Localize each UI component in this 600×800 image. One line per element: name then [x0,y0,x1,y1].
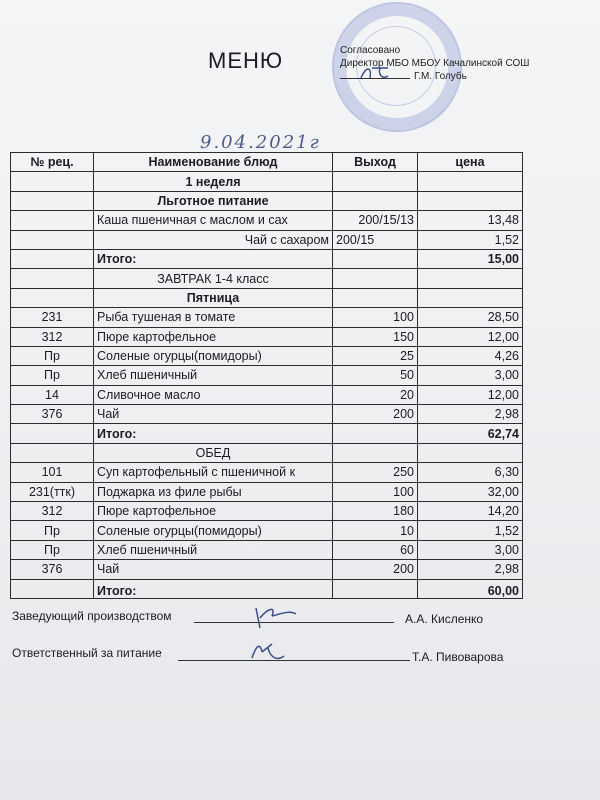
table-header-row [11,153,523,172]
dish-name: Суп картофельный с пшеничной к [94,463,333,482]
lgot-total: 15,00 [418,249,523,268]
dish-name: Соленые огурцы(помидоры) [94,346,333,365]
table-row [11,269,523,288]
production-signature [250,604,300,632]
responsible-label: Ответственный за питание [12,646,162,660]
header-output: Выход [333,153,418,172]
approval-signer: Г.М. Голубь [414,71,467,82]
responsible-name: Т.А. Пивоварова [412,650,504,664]
table-row: Пр Хлеб пшеничный 60 3,00 [11,540,523,559]
lunch-total: 60,00 [418,579,523,598]
menu-table [10,152,523,599]
section-lunch-title: ОБЕД [94,443,333,462]
dish-name: Хлеб пшеничный [94,540,333,559]
dish-name: Рыба тушеная в томате [94,308,333,327]
table-row [11,191,523,210]
header-price: цена [418,153,523,172]
dish-name: Пюре картофельное [94,502,333,521]
total-label: Итого: [94,579,333,598]
page-title: МЕНЮ [208,48,284,73]
dish-name: Соленые огурцы(помидоры) [94,521,333,540]
production-manager-label: Заведующий производством [12,609,172,623]
approval-position: Директор МБО МБОУ Качалинской СОШ [340,58,530,69]
table-row: 312 Пюре картофельное 180 14,20 [11,502,523,521]
table-row: 101 Суп картофельный с пшеничной к 250 6,30 [11,463,523,482]
table-row: 376 Чай 200 2,98 [11,560,523,579]
table-row [11,288,523,307]
table-row: 312 Пюре картофельное 150 12,00 [11,327,523,346]
week-label: 1 неделя [94,172,333,191]
header-dish-name: Наименование блюд [94,153,333,172]
dish-name: Чай с сахаром [94,230,333,249]
table-row: Пр Соленые огурцы(помидоры) 25 4,26 [11,346,523,365]
production-manager-name: А.А. Кисленко [405,612,484,626]
total-label: Итого: [94,424,333,443]
section-lgot-title: Льготное питание [94,191,333,210]
approval-signature [358,62,398,84]
table-row [11,249,523,268]
header-recipe-no: № рец. [11,153,94,172]
dish-name: Хлеб пшеничный [94,366,333,385]
total-label: Итого: [94,249,333,268]
dish-name: Поджарка из филе рыбы [94,482,333,501]
approval-label: Согласовано [340,45,401,56]
table-row [11,579,523,598]
table-row [11,424,523,443]
section-breakfast-title: ЗАВТРАК 1-4 класс [94,269,333,288]
table-row: 231 Рыба тушеная в томате 100 28,50 [11,308,523,327]
menu-date: 9.04.2021г [200,132,321,153]
dish-name: Чай [94,405,333,424]
table-row: 376 Чай 200 2,98 [11,405,523,424]
day-label: Пятница [94,288,333,307]
table-row [11,172,523,191]
table-row [11,443,523,462]
dish-name: Чай [94,560,333,579]
dish-name: Пюре картофельное [94,327,333,346]
table-row: 231(ттк) Поджарка из филе рыбы 100 32,00 [11,482,523,501]
table-row: 14 Сливочное масло 20 12,00 [11,385,523,404]
breakfast-total: 62,74 [418,424,523,443]
table-row: Каша пшеничная с маслом и сах 200/15/13 13,48 [11,211,523,230]
dish-name: Сливочное масло [94,385,333,404]
responsible-signature [246,638,290,666]
responsible-sign-line [178,660,410,661]
table-row: Пр Соленые огурцы(помидоры) 10 1,52 [11,521,523,540]
dish-name: Каша пшеничная с маслом и сах [94,211,333,230]
table-row: Чай с сахаром 200/15 1,52 [11,230,523,249]
table-row: Пр Хлеб пшеничный 50 3,00 [11,366,523,385]
